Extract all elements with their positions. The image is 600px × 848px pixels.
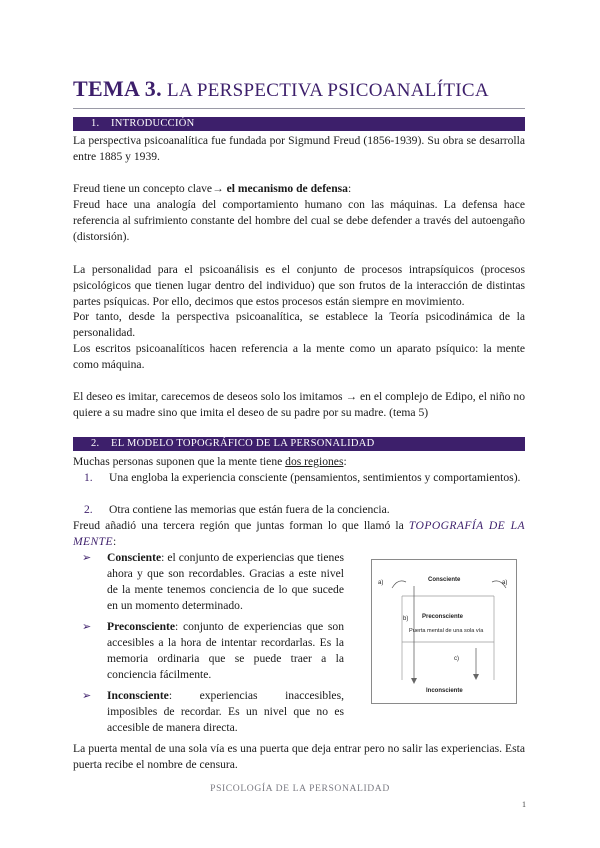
defense-mechanism-term: el mecanismo de defensa [226, 182, 348, 195]
intro-paragraph-4: La personalidad para el psicoanálisis es el conjunto de procesos intrapsíquicos (procesos psicológicos que tienen lugar dentro del individuo) que son frutos de la interacción de distintas partes psíquicas. Por ello, decimos que estos procesos están siempre en movimiento. [73, 263, 525, 308]
list-text: Otra contiene las memorias que están fuera de la conciencia. [109, 503, 390, 516]
label-puerta: Puerta mental de una sola vía [409, 628, 484, 634]
bullet-description: : experiencias inaccesibles, imposibles de recordar. Es un nivel que no es accesible de manera directa. [107, 689, 344, 734]
section-number: 2. [91, 438, 100, 449]
text-run: : [113, 535, 117, 548]
page-number: 1 [522, 800, 526, 809]
label-c: c) [454, 656, 459, 662]
bullet-text [107, 688, 344, 736]
label-a-right: a) [502, 580, 508, 586]
dos-regiones-term: dos regiones [285, 455, 344, 468]
arrow-b-head [411, 678, 417, 684]
title-divider [73, 108, 525, 109]
section-header-modelo-topografico [73, 437, 525, 451]
title-tema: TEMA 3. [73, 76, 162, 101]
arrow-a-left [392, 581, 406, 588]
section-header-introduccion [73, 117, 525, 131]
text-run: : [343, 455, 347, 468]
intro-paragraph-3: Freud hace una analogía del comportamiento humano con las máquinas. La defensa hace referencia al sufrimiento constante del hombre del cual se debe defender a través del autoengaño (distorsión). [73, 198, 525, 243]
label-consciente: Consciente [428, 577, 461, 583]
bullet-description: : el conjunto de experiencias que tienes ahora y que son recordables. Gracias a este nivel de la mente tenemos conciencia de lo que sucede en un momento determinado. [107, 551, 344, 612]
intro-paragraph-1: La perspectiva psicoanalítica fue fundada por Sigmund Freud (1856-1939). Su obra se desarrolla entre 1885 y 1939. [73, 134, 525, 163]
section-number: 1. [91, 118, 100, 129]
arrow-bullet-icon: ➢ [82, 621, 92, 633]
label-a-left: a) [378, 580, 384, 586]
section-label: EL MODELO TOPOGRÁFICO DE LA PERSONALIDAD [111, 438, 375, 449]
arrow-c-head [473, 674, 479, 680]
bullet-term: Preconsciente [107, 620, 176, 633]
bullet-inconsciente [82, 688, 344, 736]
bullet-term: Consciente [107, 551, 162, 564]
intro-paragraph-7: El deseo es imitar, carecemos de deseos solo los imitamos → en el complejo de Edipo, el niño no quiere a su madre sino que imita el deseo de su padre por su madre. (tema 5) [73, 390, 525, 419]
intro-paragraph-5: Por tanto, desde la perspectiva psicoanalítica, se establece la Teoría psicodinámica de la personalidad. [73, 310, 525, 339]
topo-paragraph-2 [73, 518, 525, 550]
label-b: b) [403, 616, 409, 622]
bullet-preconsciente [82, 619, 344, 683]
page-footer: PSICOLOGÍA DE LA PERSONALIDAD [210, 783, 390, 794]
list-number: 1. [84, 471, 93, 484]
page-title [73, 76, 489, 102]
label-preconsciente: Preconsciente [422, 614, 464, 620]
bullet-text [107, 550, 344, 614]
arrow-bullet-icon: ➢ [82, 552, 92, 564]
list-item [82, 470, 525, 486]
label-inconsciente: Inconsciente [426, 688, 463, 694]
topography-diagram [371, 559, 517, 704]
topo-paragraph-1 [73, 454, 525, 470]
text-run: Freud añadió una tercera región que juntas forman lo que llamó la [73, 519, 409, 532]
list-item [82, 502, 525, 518]
arrow-bullet-icon: ➢ [82, 690, 92, 702]
text-run: Muchas personas suponen que la mente tiene [73, 455, 286, 468]
list-text: Una engloba la experiencia consciente (pensamientos, sentimientos y comportamientos). [109, 471, 521, 484]
intro-paragraph-6: Los escritos psicoanalíticos hacen referencia a la mente como un aparato psíquico: la mente como máquina. [73, 342, 525, 371]
topografia-term: TOPOGRAFÍA DE LA MENTE [73, 519, 525, 548]
bullet-term: Inconsciente [107, 689, 169, 702]
bullet-text [107, 619, 344, 683]
bullet-description: : conjunto de experiencias que son accesibles a la hora de intentar recordarlas. Es la memoria ordinaria que se puede traer a la conciencia fácilmente. [107, 620, 344, 681]
section-label: INTRODUCCIÓN [111, 118, 195, 129]
intro-paragraph-2 [73, 181, 525, 197]
bullet-consciente [82, 550, 344, 614]
topography-diagram-svg [372, 560, 516, 703]
title-text: LA PERSPECTIVA PSICOANALÍTICA [166, 80, 489, 101]
topo-paragraph-3: La puerta mental de una sola vía es una puerta que deja entrar pero no salir las experiencias. Esta puerta recibe el nombre de censura. [73, 742, 525, 771]
text-run: Freud tiene un concepto clave→ [73, 182, 227, 195]
text-run: : [347, 182, 352, 195]
list-number: 2. [84, 503, 93, 516]
